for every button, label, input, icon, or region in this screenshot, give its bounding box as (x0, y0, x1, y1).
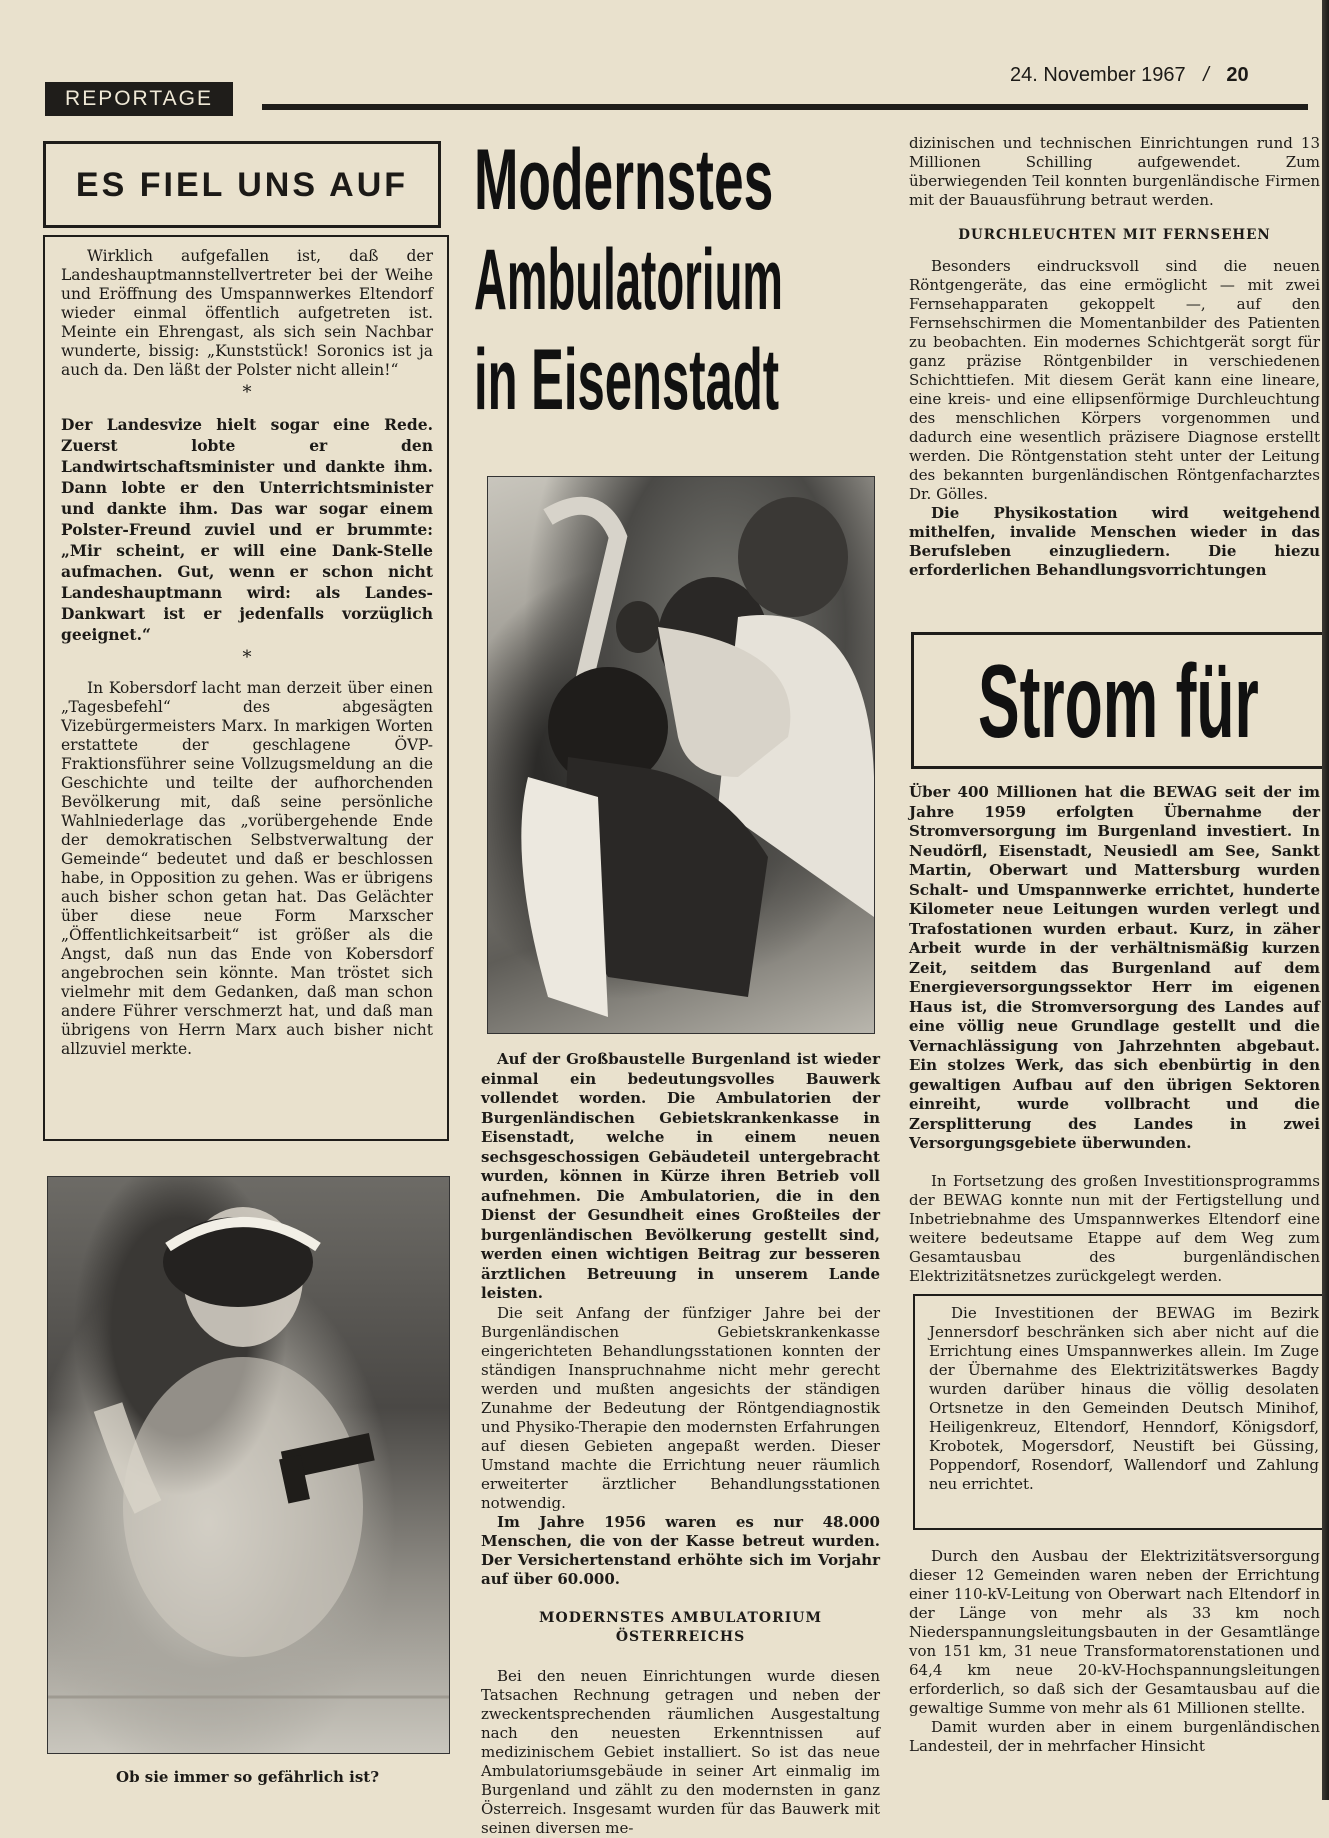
headline-line-1: Modernstes (474, 132, 774, 228)
strom-body-paragraph: In Fortsetzung des großen Investitionsprogramms der BEWAG konnte nun mit der Fertigstellung und Inbetriebnahme des Umspannwerkes Eltendorf eine weitere bedeutsame Etappe auf dem Weg zum Gesamtausbau des burgenländischen Elektrizitätsnetzes zurückgelegt werden. (909, 1171, 1320, 1285)
kobersdorf-paragraph: In Kobersdorf lacht man derzeit über einen „Tagesbefehl“ des abgesägten Vizebürgermeisters Marx. In markigen Worten erstattete der geschlagene ÖVP-Fraktionsführer seine Vollzugsmeldung an die Geschichte und teilte der aufhorchenden Bevölkerung mit, daß seine persönliche Wahlniederlage das „vorübergehende Ende der demokratischen Selbstverwaltung der Gemeinde“ bedeutet und daß er beschlossen habe, in Opposition zu gehen. Was er übrigens auch bisher schon getan hat. Das Gelächter über diese neue Form Marxscher „Öffentlichkeitsarbeit“ ist größer als die Angst, daß nun das Ende von Kobersdorf angebrochen sein könnte. Man tröstet sich vielmehr mit dem Gedanken, daß man schon andere Führer verschmerzt hat, und daß man übrigens von Herrn Marx auch bisher nicht allzuviel merkte. (61, 679, 433, 1058)
strom-headline-box (911, 632, 1329, 769)
right-column-top (909, 134, 1320, 580)
separator-star: * (242, 382, 252, 403)
es-fiel-uns-auf-title-box (43, 141, 441, 228)
bold-paragraph: Der Landesvize hielt sogar eine Rede. Zuerst lobte er den Landwirtschaftsminister und dankte ihm. Dann lobte er den Unterrichtsminister und dankte ihm. Das war sogar einem Polster-Freund zuviel und er brummte: „Mir scheint, er will eine Dank-Stelle aufmachen. Gut, wenn er schon nicht Landeshauptmann wird: als Landes-Dankwart ist er jedenfalls vorzüglich geeignet.“ (61, 415, 433, 644)
physio-paragraph: Die Physikostation wird weitgehend mithelfen, invalide Menschen wieder in das Berufsleben einzugliedern. Die hiezu erforderlichen Behandlungsvorrichtungen (909, 504, 1320, 579)
page-number: 20 (1226, 64, 1249, 86)
last-line-paragraph: Damit wurden aber in einem burgenländischen Landesteil, der in mehrfacher Hinsicht (909, 1718, 1320, 1755)
masthead-rule (262, 104, 1308, 110)
strom-lead-paragraph: Über 400 Millionen hat die BEWAG seit der im Jahre 1959 erfolgten Übernahme der Stromversorgung im Burgenland investiert. In Neudörfl, Eisenstadt, Neusiedl am See, Sankt Martin, Oberwart und Mattersburg wurden Schalt- und Umspannwerke errichtet, hunderte Kilometer neue Leitungen wurden verlegt und Trafostationen wurden erbaut. Kurz, in zäher Arbeit wurde in der verhältnismäßig kurzen Zeit, seitdem das Burgenland auf dem Energieversorgungssektor Herr im eigenen Haus ist, die Stromversorgung des Landes auf eine völlig neue Grundlage gestellt und die Vernachlässigung von Jahrzehnten abgebaut. Ein stolzes Werk, das sich ebenbürtig in den gewaltigen Aufbau auf den übrigen Sektoren einreiht, wurde vollbracht und die Zersplitterung des Landes in zwei Versorgungsgebiete überwunden. (909, 783, 1320, 1152)
body-paragraph: Die seit Anfang der fünfziger Jahre bei der Burgenländischen Gebietskrankenkasse eingerichteten Behandlungsstationen konnten der ständigen Inanspruchnahme nicht mehr gerecht werden und mußten angesichts der ständigen Zunahme der Bedeutung der Röntgendiagnostik und Physiko-Therapie den modernsten Erfahrungen auf diesen Gebieten angepaßt werden. Dieser Umstand machte die Errichtung neuer räumlich erweiterter ärztlicher Behandlungsstationen notwendig. (481, 1303, 880, 1512)
box-paragraph: Die Investitionen der BEWAG im Bezirk Jennersdorf beschränken sich aber nicht auf die Errichtung eines Umspannwerkes allein. Im Zuge der Übernahme des Elektrizitätswerkes Bagdy wurden darüber hinaus die völlig desolaten Ortsnetze in den Gemeinden Deutsch Minihof, Heiligenkreuz, Eltendorf, Henndorf, Königsdorf, Krobotek, Mogersdorf, Neustift bei Güssing, Poppendorf, Rosendorf, Wallendorf und Zahlung neu errichtet. (929, 1304, 1319, 1493)
section-subhead: DURCHLEUCHTEN MIT FERNSEHEN (958, 227, 1271, 243)
headline-line-3: in Eisenstadt (474, 332, 780, 428)
photo-caption: Ob sie immer so gefährlich ist? (116, 1768, 379, 1786)
photo-illustration (48, 1177, 449, 1753)
photo-illustration (488, 477, 874, 1033)
es-fiel-uns-auf-text-box (43, 235, 449, 1141)
lead-paragraph: Auf der Großbaustelle Burgenland ist wieder einmal ein bedeutungsvolles Bauwerk vollendet worden. Die Ambulatorien der Burgenländischen Gebietskrankenkasse in Eisenstadt, welche in einem neuen sechsgeschossigen Gebäudeteil untergebracht wurden, können in Kürze ihren Betrieb voll aufnehmen. Die Ambulatorien, die in den Dienst der Gesundheit eines Großteiles der burgenländischen Bevölkerung gestellt sind, werden einen wichtigen Beitrag zur besseren ärztlichen Betreuung in unserem Lande leisten. (481, 1050, 880, 1302)
page-edge (1322, 0, 1329, 1800)
bewag-article-end (909, 1547, 1320, 1756)
strom-headline: Strom für (978, 644, 1259, 760)
masthead-dateline (1010, 64, 1249, 87)
headline-line-2: Ambulatorium (474, 232, 783, 328)
jennersdorf-info-box (913, 1294, 1329, 1530)
xray-paragraph: Besonders eindrucksvoll sind die neuen Röntgengeräte, das eine ermöglicht — mit zwei Fernsehapparaten gekoppelt —, auf den Fernsehschirmen die Momentanbilder des Patienten zu beobachten. Ein modernes Schichtgerät sorgt für ganz präzise Röntgenbilder in verschiedenen Schichttiefen. Mit diesem Gerät kann eine lineare, eine kreis- und eine ellipsenförmige Durchleuchtung des menschlichen Körpers vorgenommen und dadurch eine wesentlich präzisere Diagnose erstellt werden. Die Röntgenstation steht unter der Leitung des bekannten burgenländischen Röntgenfacharztes Dr. Gölles. (909, 257, 1320, 503)
section-label-text: REPORTAGE (65, 87, 213, 110)
section-label (45, 82, 233, 116)
continuation-paragraph: dizinischen und technischen Einrichtungen rund 13 Millionen Schilling aufgewendet. Zum überwiegenden Teil konnten burgenländische Firmen mit der Bauausführung betraut werden. (909, 134, 1320, 209)
dentist-treatment-photo (487, 476, 875, 1034)
woman-with-pistol-photo (47, 1176, 450, 1754)
column-paragraph: Wirklich aufgefallen ist, daß der Landeshauptmannstellvertreter bei der Weihe und Eröffnung des Umspannwerkes Eltendorf wieder einmal öffentlich aufgetreten ist. Meinte ein Ehrengast, als sich sein Nachbar wunderte, bissig: „Kunststück! Soronics ist ja auch da. Den läßt der Polster nicht allein!“ (61, 247, 433, 379)
bewag-article-body (909, 783, 1320, 1286)
date-separator: / (1203, 64, 1209, 86)
section-subhead: MODERNSTES AMBULATORIUM ÖSTERREICHS (539, 1609, 822, 1645)
ambulatorium-headline (474, 130, 874, 430)
body-paragraph-bold: Im Jahre 1956 waren es nur 48.000 Menschen, die von der Kasse betreut wurden. Der Versichertenstand erhöhte sich im Vorjahr auf über 60.000. (481, 1512, 880, 1588)
ambulatorium-article-body (481, 1050, 880, 1838)
body-paragraph: Bei den neuen Einrichtungen wurde diesen Tatsachen Rechnung getragen und neben der zweckentsprechenden räumlichen Ausgestaltung nach den neuesten Erkenntnissen auf medizinischem Gebiet installiert. So ist das neue Ambulatoriumsgebäude in seiner Art einmalig im Burgenland und zählt zu den modernsten in ganz Österreich. Insgesamt wurden für das Bauwerk mit seinen diversen me- (481, 1666, 880, 1837)
separator-star: * (242, 647, 252, 668)
box-title: ES FIEL UNS AUF (75, 166, 409, 204)
issue-date: 24. November 1967 (1010, 64, 1186, 86)
final-paragraph: Durch den Ausbau der Elektrizitätsversorgung dieser 12 Gemeinden waren neben der Errichtung einer 110-kV-Leitung von Oberwart nach Eltendorf in der Länge von mehr als 33 km noch Niederspannungsleitungsbauten in der Gesamtlänge von 151 km, 31 neue Transformatorenstationen und 64,4 km neue 20-kV-Hochspannungsleitungen erforderlich, so daß sich der Gesamtausbau auf die gewaltige Summe von mehr als 61 Millionen stellte. (909, 1547, 1320, 1717)
